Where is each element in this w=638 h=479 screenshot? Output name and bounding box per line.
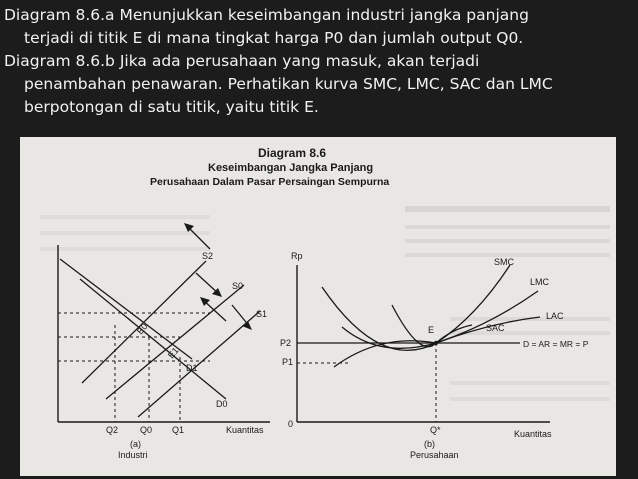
paragraph-diagram-a [4, 4, 634, 50]
slide-text-block [4, 4, 634, 119]
figure-title: Diagram 8.6 [258, 146, 327, 160]
label-lac: LAC [546, 311, 564, 321]
tick-qstar: Q* [430, 425, 441, 435]
point-e1: E1 [165, 345, 181, 361]
industry-x-axis-label: Kuantitas [226, 425, 264, 435]
figure-subtitle-2: Perusahaan Dalam Pasar Persaingan Sempurna [150, 176, 390, 188]
firm-y-axis-label: Rp [291, 251, 303, 261]
paragraph-a-line1: Diagram 8.6.a Menunjukkan keseimbangan industri jangka panjang [4, 6, 529, 24]
paragraph-b-line2: penambahan penawaran. Perhatikan kurva SMC, LMC, SAC dan LMC berpotongan di satu titik, yaitu titik E. [24, 75, 553, 116]
firm-equilibrium-point [434, 341, 438, 345]
label-smc: SMC [494, 257, 514, 267]
label-sac: SAC [486, 323, 505, 333]
firm-x-axis-label: Kuantitas [514, 429, 552, 439]
firm-panel-tag: (b) [424, 439, 435, 449]
label-e: E [428, 325, 435, 335]
label-price-line: D = AR = MR = P [523, 339, 589, 349]
tick-q0: Q0 [140, 425, 153, 435]
label-s2: S2 [202, 251, 214, 261]
label-lmc: LMC [530, 277, 550, 287]
label-d0: D0 [216, 399, 228, 409]
firm-panel-caption: Perusahaan [410, 450, 459, 460]
industry-panel-tag: (a) [130, 439, 141, 449]
firm-origin: 0 [288, 419, 294, 429]
economics-diagram [20, 137, 616, 476]
scanned-figure [20, 137, 616, 476]
tick-q1: Q1 [172, 425, 185, 435]
figure-subtitle-1: Keseimbangan Jangka Panjang [208, 162, 374, 174]
tick-p1: P1 [282, 357, 294, 367]
label-s1: S1 [256, 309, 268, 319]
paragraph-b-line1: Diagram 8.6.b Jika ada perusahaan yang masuk, akan terjadi [4, 52, 480, 70]
tick-p2: P2 [280, 338, 292, 348]
paragraph-a-line2: terjadi di titik E di mana tingkat harga P0 dan jumlah output Q0. [24, 29, 524, 47]
label-s0: S0 [232, 281, 244, 291]
industry-panel-caption: Industri [118, 450, 148, 460]
label-d1: D1 [186, 363, 198, 373]
tick-q2: Q2 [106, 425, 119, 435]
point-e0: E0 [134, 321, 150, 337]
paragraph-diagram-b [4, 50, 634, 119]
